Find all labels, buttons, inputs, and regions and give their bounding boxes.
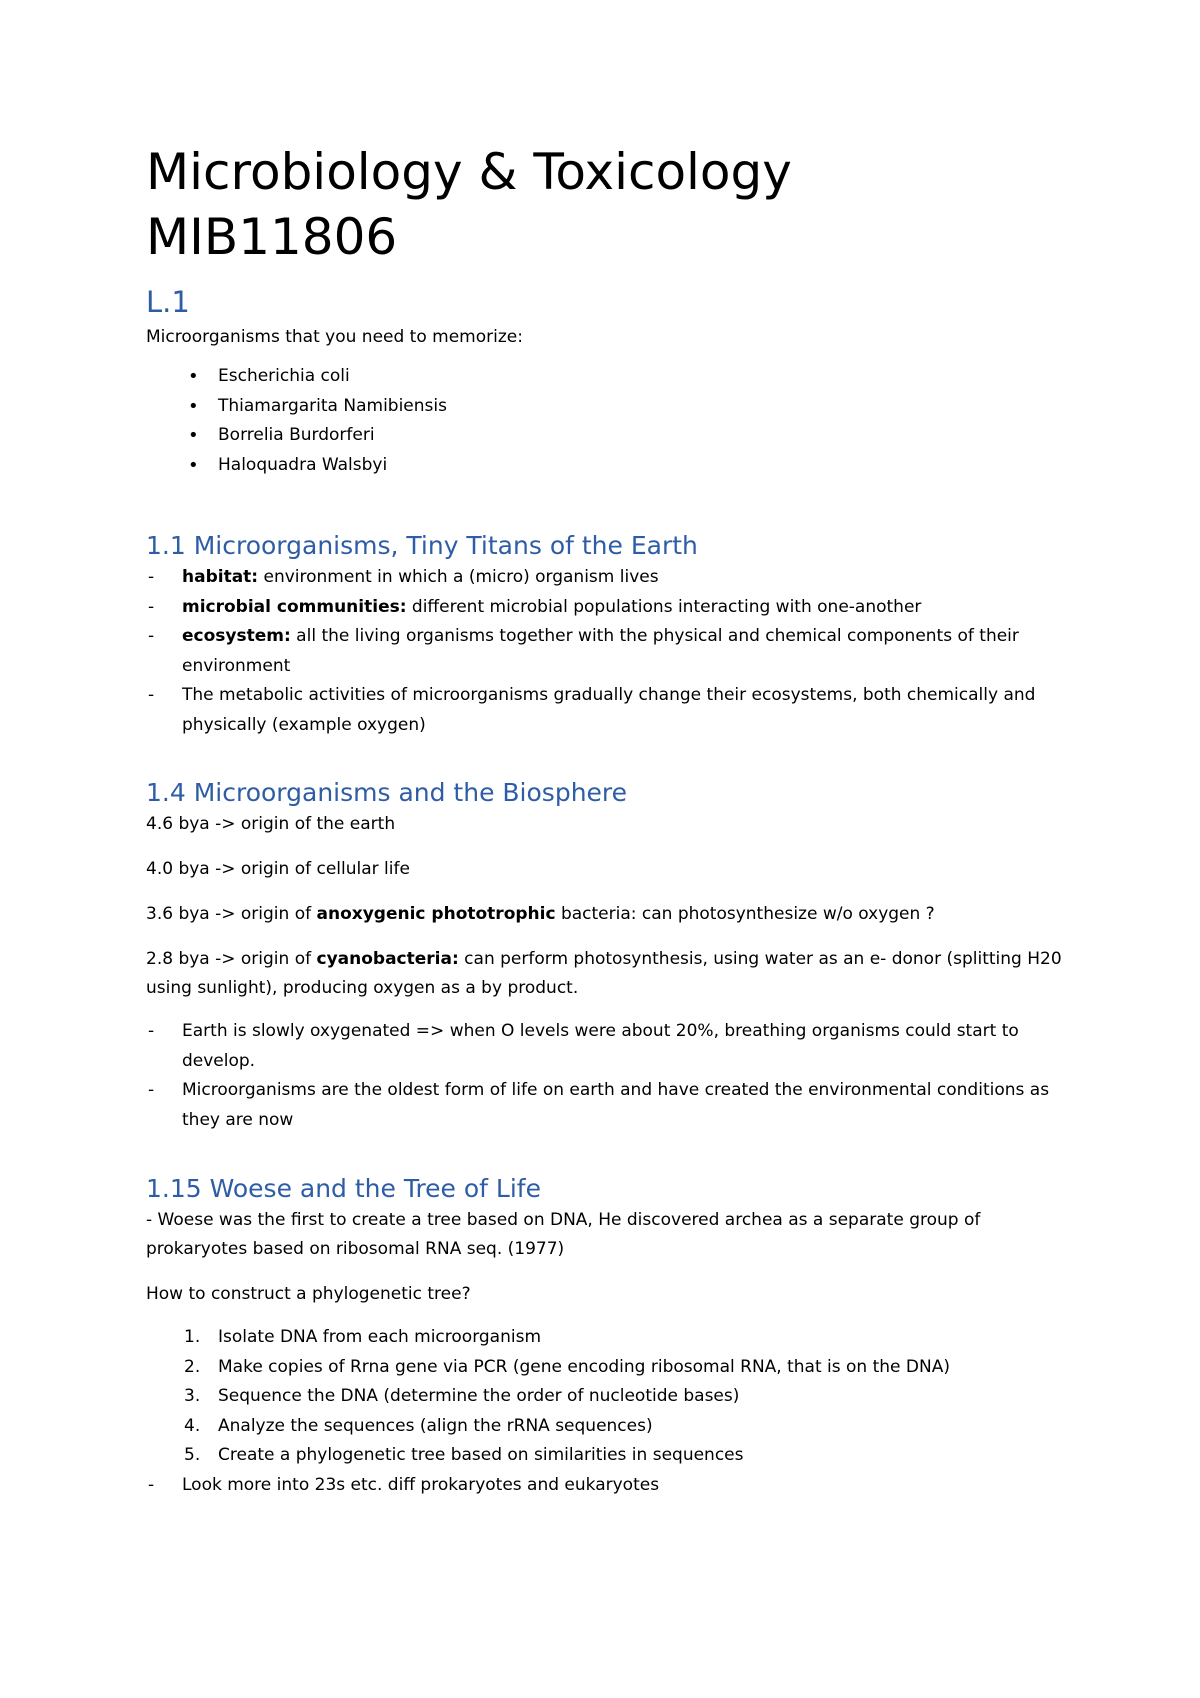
list-item: • Escherichia coli (146, 362, 1066, 392)
list-item (146, 563, 1066, 593)
definition: all the living organisms together with the physical and chemical components of their environment (182, 626, 1019, 676)
definition: The metabolic activities of microorganisms gradually change their ecosystems, both chemically and physically (example oxygen) (182, 685, 1036, 735)
organism-list (146, 362, 1066, 480)
title-line-1: Microbiology & Toxicology (146, 143, 792, 201)
list-item: • Thiamargarita Namibiensis (146, 392, 1066, 422)
section-heading-1-4: 1.4 Microorganisms and the Biosphere (146, 778, 628, 807)
term: habitat: (182, 567, 259, 587)
section-1-1-list (146, 563, 1066, 740)
list-item (146, 1382, 1066, 1412)
step-text: Create a phylogenetic tree based on similarities in sequences (218, 1445, 744, 1465)
lecture-intro: Microorganisms that you need to memorize: (146, 327, 523, 347)
term: ecosystem: (182, 626, 291, 646)
text-run: bacteria: can photosynthesize w/o oxygen ? (555, 904, 935, 924)
woese-paragraph: - Woese was the first to create a tree based on DNA, He discovered archea as a separate group of prokaryotes based on ribosomal RNA seq. (1977) (146, 1210, 981, 1259)
document-title (146, 140, 1066, 270)
list-item: • Borrelia Burdorferi (146, 421, 1066, 451)
list-item: • Haloquadra Walsbyi (146, 451, 1066, 481)
list-item: - Earth is slowly oxygenated => when O levels were about 20%, breathing organisms could start to develop. (146, 1017, 1066, 1076)
phylo-question: How to construct a phylogenetic tree? (146, 1284, 471, 1304)
section-heading-1-1: 1.1 Microorganisms, Tiny Titans of the Earth (146, 531, 698, 560)
timeline-line-3 (146, 900, 1066, 929)
step-text: Make copies of Rrna gene via PCR (gene encoding ribosomal RNA, that is on the DNA) (218, 1356, 950, 1377)
step-number: 4. (184, 1415, 201, 1436)
phylo-steps-list (146, 1323, 1066, 1471)
step-text: Isolate DNA from each microorganism (218, 1327, 542, 1347)
document-content (146, 140, 1066, 1500)
section-heading-1-15: 1.15 Woese and the Tree of Life (146, 1174, 541, 1203)
step-number: 3. (184, 1386, 201, 1406)
lecture-heading: L.1 (146, 285, 190, 319)
list-item (146, 1412, 1066, 1442)
step-number: 5. (184, 1445, 201, 1465)
list-item: - Microorganisms are the oldest form of life on earth and have created the environmental conditions as they are now (146, 1076, 1066, 1135)
bold-term: anoxygenic phototrophic (316, 904, 556, 924)
list-item: - Look more into 23s etc. diff prokaryotes and eukaryotes (146, 1471, 1066, 1501)
term: microbial communities: (182, 596, 407, 617)
text-run: 3.6 bya -> origin of (146, 904, 317, 924)
bold-term: cyanobacteria: (316, 949, 459, 969)
timeline-line-2: 4.0 bya -> origin of cellular life (146, 859, 410, 879)
list-item (146, 622, 1066, 681)
step-number: 2. (184, 1356, 201, 1377)
list-item (146, 681, 1066, 740)
list-item (146, 1353, 1066, 1383)
definition: environment in which a (micro) organism lives (258, 567, 659, 587)
list-item (146, 593, 1066, 623)
definition: different microbial populations interacting with one-another (406, 596, 922, 617)
section-1-15-note (146, 1471, 1066, 1501)
list-item (146, 1323, 1066, 1353)
title-line-2: MIB11806 (146, 208, 398, 266)
step-text: Sequence the DNA (determine the order of nucleotide bases) (218, 1386, 740, 1406)
section-1-4-list (146, 1017, 1066, 1135)
step-number: 1. (184, 1327, 201, 1347)
text-run: can perform photosynthesis, using water as an e- donor (splitting H20 using sunlight), producing oxygen as a by product. (146, 949, 1062, 998)
text-run: 2.8 bya -> origin of (146, 949, 317, 969)
timeline-line-4 (146, 945, 1066, 1003)
timeline-line-1: 4.6 bya -> origin of the earth (146, 814, 396, 834)
step-text: Analyze the sequences (align the rRNA sequences) (218, 1415, 653, 1436)
list-item (146, 1441, 1066, 1471)
